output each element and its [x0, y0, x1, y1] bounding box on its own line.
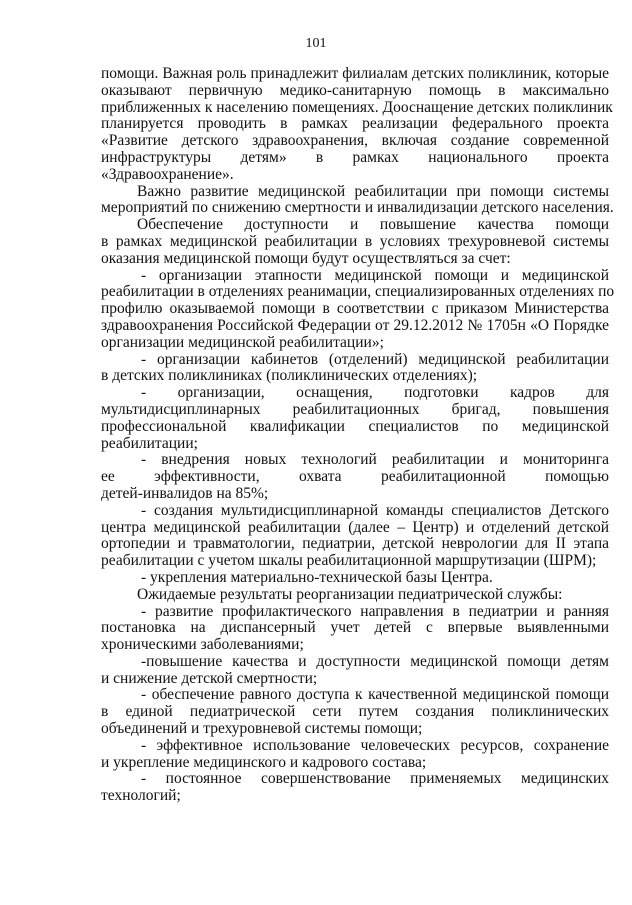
text-line: хроническими заболеваниями;: [101, 636, 304, 654]
text-line: технологий;: [101, 787, 181, 805]
text-line: - постоянное совершенствование применяемых медицинских: [141, 770, 609, 788]
text-line: центра медицинской реабилитации (далее – Центр) и отделений детской: [101, 518, 609, 536]
text-line: помощи. Важная роль принадлежит филиалам детских поликлиник, которые: [101, 65, 609, 82]
text-line: - организации, оснащения, подготовки кадров для: [141, 384, 609, 402]
text-line: мультидисциплинарных реабилитационных бригад, повышения: [101, 400, 609, 418]
text-line: «Здравоохранение».: [101, 165, 234, 183]
text-line: - организации кабинетов (отделений) медицинской реабилитации: [141, 350, 609, 368]
text-line: здравоохранения Российской Федерации от 29.12.2012 № 1705н «О Порядке: [101, 316, 609, 334]
text-line: профессиональной квалификации специалистов по медицинской: [101, 417, 609, 435]
text-line: - внедрения новых технологий реабилитации и мониторинга: [141, 451, 609, 469]
text-line: реабилитации в отделениях реанимации, специализированных отделениях по: [101, 283, 615, 301]
text-line: Важно развитие медицинской реабилитации при помощи системы: [137, 182, 609, 200]
text-line: -повышение качества и доступности медицинской помощи детям: [141, 652, 609, 670]
text-line: инфраструктуры детям» в рамках национального проекта: [101, 148, 609, 166]
text-line: оказывают первичную медико-санитарную помощь в максимально: [101, 81, 609, 99]
text-line: - организации этапности медицинской помощи и медицинской: [141, 266, 609, 284]
document-body: [101, 65, 615, 805]
text-line: - эффективное использование человеческих ресурсов, сохранение: [141, 736, 609, 754]
text-line: в детских поликлиниках (поликлинических отделениях);: [101, 367, 478, 385]
page-number: 101: [305, 36, 327, 51]
text-line: - создания мультидисциплинарной команды специалистов Детского: [141, 501, 609, 519]
text-line: реабилитации с учетом шкалы реабилитационной маршрутизации (ШРМ);: [101, 552, 597, 570]
text-line: Обеспечение доступности и повышение качества помощи: [137, 216, 609, 234]
text-line: в рамках медицинской реабилитации в условиях трехуровневой системы: [101, 232, 609, 250]
text-line: объединений и трехуровневой системы помощи;: [101, 720, 423, 738]
text-line: постановка на диспансерный учет детей с впервые выявленными: [101, 619, 609, 637]
text-line: детей-инвалидов на 85%;: [101, 484, 269, 502]
text-line: профилю оказываемой помощи в соответствии с приказом Министерства: [101, 300, 609, 318]
text-line: и снижение детской смертности;: [101, 669, 318, 687]
text-line: планируется проводить в рамках реализации федерального проекта: [101, 115, 609, 133]
text-line: реабилитации;: [101, 434, 198, 452]
text-line: в единой педиатрической сети путем создания поликлинических: [101, 703, 609, 721]
text-line: - обеспечение равного доступа к качественной медицинской помощи: [141, 686, 609, 704]
text-line: Ожидаемые результаты реорганизации педиатрической службы:: [137, 585, 563, 603]
text-line: ортопедии и травматологии, педиатрии, детской неврологии для II этапа: [101, 535, 609, 553]
text-line: ее эффективности, охвата реабилитационной помощью: [101, 468, 609, 486]
text-line: и укрепление медицинского и кадрового состава;: [101, 753, 427, 771]
text-line: - укрепления материально-технической базы Центра.: [141, 568, 493, 586]
text-line: приближенных к населению помещениях. Дооснащение детских поликлиник: [101, 98, 613, 116]
text-line: «Развитие детского здравоохранения, включая создание современной: [101, 132, 609, 150]
text-line: организации медицинской реабилитации»;: [101, 333, 384, 351]
text-line: оказания медицинской помощи будут осуществляться за счет:: [101, 249, 511, 267]
text-line: мероприятий по снижению смертности и инвалидизации детского населения.: [101, 199, 614, 217]
text-line: - развитие профилактического направления в педиатрии и ранняя: [141, 602, 609, 620]
